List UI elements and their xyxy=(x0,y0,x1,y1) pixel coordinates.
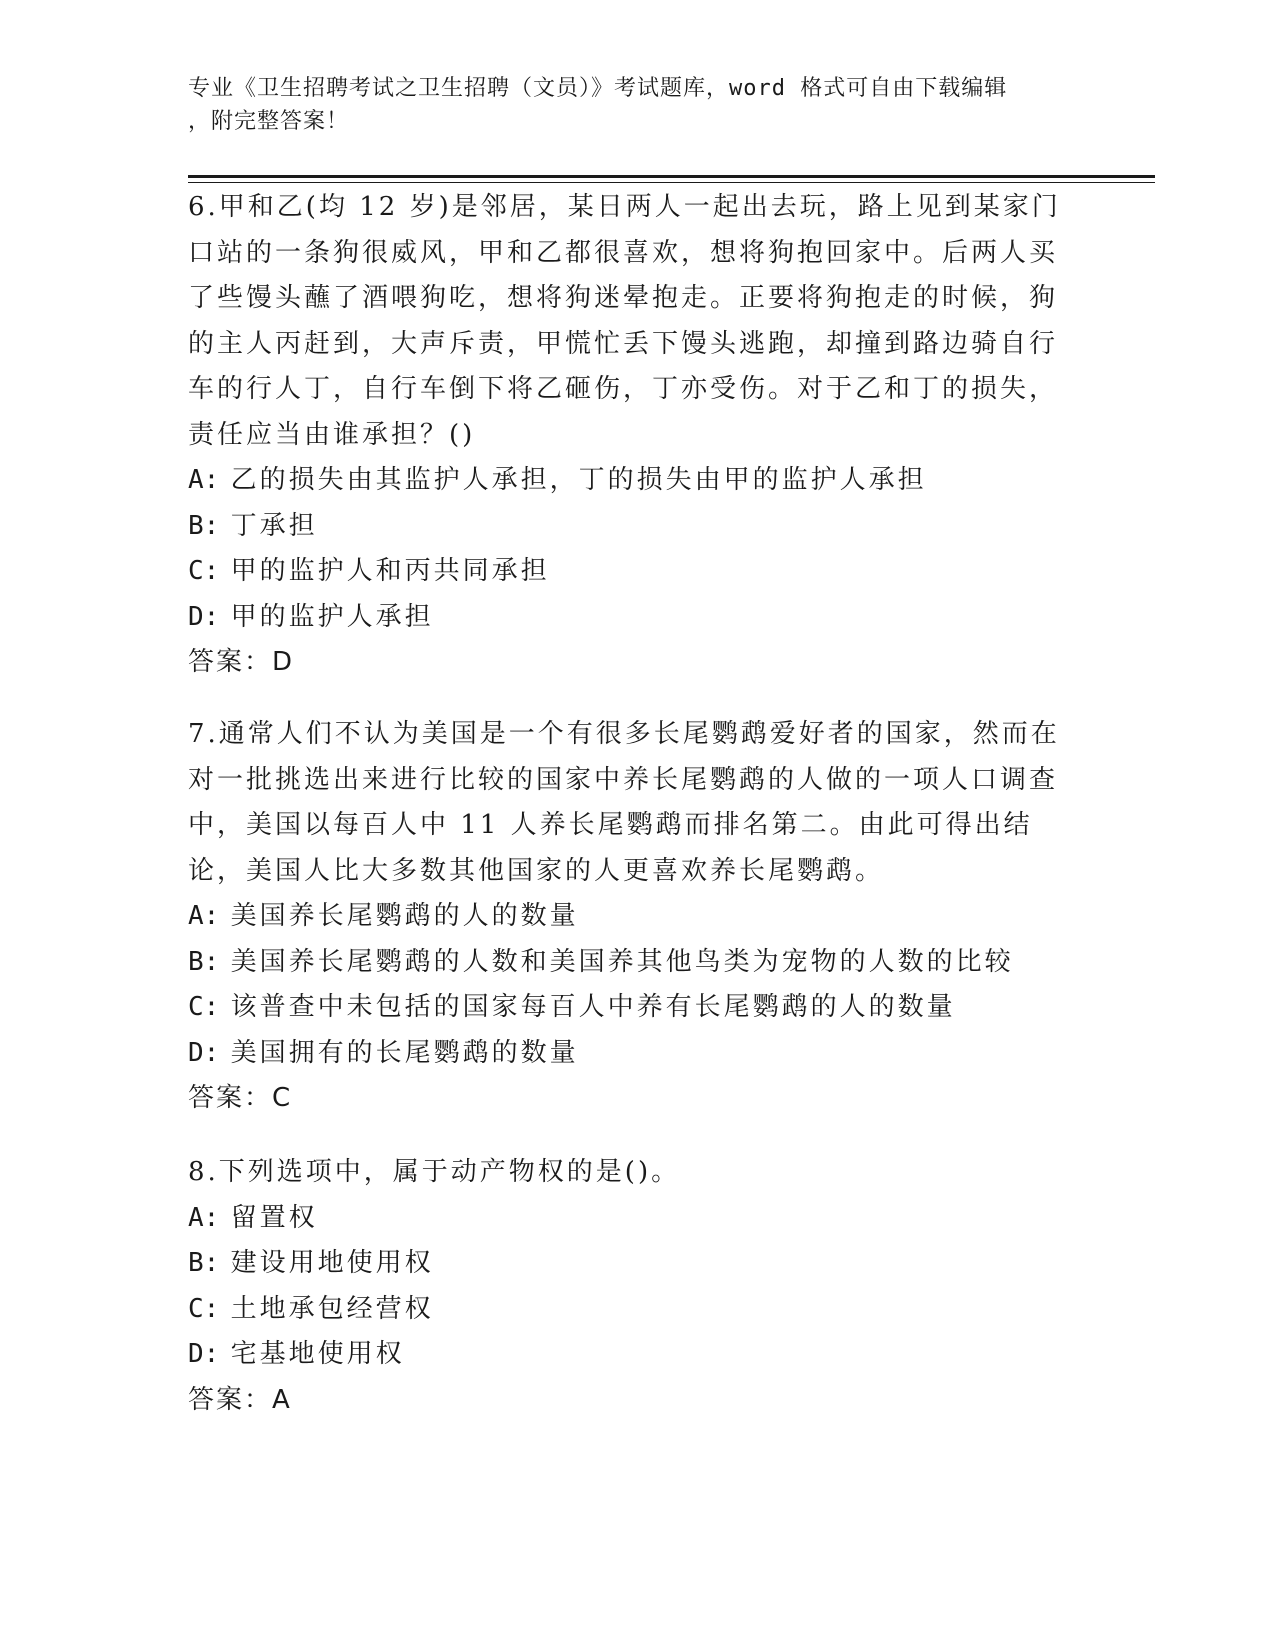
option-a xyxy=(188,1196,1068,1242)
question-stem: 6.甲和乙(均 12 岁)是邻居，某日两人一起出去玩，路上见到某家门口站的一条狗很威风，甲和乙都很喜欢，想将狗抱回家中。后两人买了些馒头蘸了酒喂狗吃，想将狗迷晕抱走。正要将狗抱走的时候，狗的主人丙赶到，大声斥责，甲慌忙丢下馒头逃跑，却撞到路边骑自行车的行人丁，自行车倒下将乙砸伤，丁亦受伤。对于乙和丁的损失，责任应当由谁承担？() xyxy=(188,192,1061,450)
question-8 xyxy=(188,1150,1068,1423)
option-b xyxy=(188,940,1068,986)
option-text: 乙的损失由其监护人承担，丁的损失由甲的监护人承担 xyxy=(230,465,927,495)
document-header xyxy=(188,72,1068,138)
option-letter: C: xyxy=(188,556,220,586)
option-d xyxy=(188,1332,1068,1378)
option-letter: C: xyxy=(188,1293,220,1324)
header-line-2: ，附完整答案！ xyxy=(188,109,350,134)
option-text: 宅基地使用权 xyxy=(230,1339,405,1369)
option-text: 美国养长尾鹦鹉的人数和美国养其他鸟类为宠物的人数的比较 xyxy=(230,946,1014,977)
option-text: 留置权 xyxy=(230,1202,318,1233)
option-a xyxy=(188,894,1068,940)
option-letter: A: xyxy=(188,901,220,931)
answer: 答案：D xyxy=(188,647,295,677)
option-text: 丁承担 xyxy=(230,510,318,541)
option-text: 建设用地使用权 xyxy=(230,1248,434,1278)
answer: 答案：C xyxy=(188,1083,293,1113)
option-text: 美国拥有的长尾鹦鹉的数量 xyxy=(230,1037,579,1068)
option-letter: B: xyxy=(188,1248,220,1278)
option-letter: C: xyxy=(188,992,220,1022)
option-letter: A: xyxy=(188,465,220,495)
option-letter: D: xyxy=(188,601,220,632)
option-d xyxy=(188,1031,1068,1077)
header-rule-thick xyxy=(188,175,1155,178)
option-text: 甲的监护人承担 xyxy=(230,601,434,632)
option-b xyxy=(188,1241,1068,1287)
question-7 xyxy=(188,712,1068,1122)
question-6 xyxy=(188,185,1068,686)
option-c xyxy=(188,1287,1068,1333)
option-text: 美国养长尾鹦鹉的人的数量 xyxy=(230,901,579,931)
option-letter: B: xyxy=(188,510,220,541)
option-letter: A: xyxy=(188,1202,220,1233)
option-c xyxy=(188,549,1068,595)
option-a xyxy=(188,458,1068,504)
option-letter: D: xyxy=(188,1339,220,1369)
option-letter: D: xyxy=(188,1037,220,1068)
option-b xyxy=(188,504,1068,550)
option-letter: B: xyxy=(188,946,220,977)
option-text: 土地承包经营权 xyxy=(230,1293,434,1324)
question-stem: 8.下列选项中，属于动产物权的是()。 xyxy=(188,1157,681,1187)
option-text: 该普查中未包括的国家每百人中养有长尾鹦鹉的人的数量 xyxy=(230,992,956,1022)
header-rule-thin xyxy=(188,182,1155,183)
option-text: 甲的监护人和丙共同承担 xyxy=(230,556,550,586)
option-c xyxy=(188,985,1068,1031)
header-line-1: 专业《卫生招聘考试之卫生招聘（文员）》考试题库，word 格式可自由下载编辑 xyxy=(188,76,1008,101)
option-d xyxy=(188,595,1068,641)
question-stem: 7.通常人们不认为美国是一个有很多长尾鹦鹉爱好者的国家，然而在对一批挑选出来进行比较的国家中养长尾鹦鹉的人做的一项人口调查中，美国以每百人中 11 人养长尾鹦鹉而排名第二。由此可得出结论，美国人比大多数其他国家的人更喜欢养长尾鹦鹉。 xyxy=(188,719,1060,886)
answer: 答案：A xyxy=(188,1384,292,1415)
